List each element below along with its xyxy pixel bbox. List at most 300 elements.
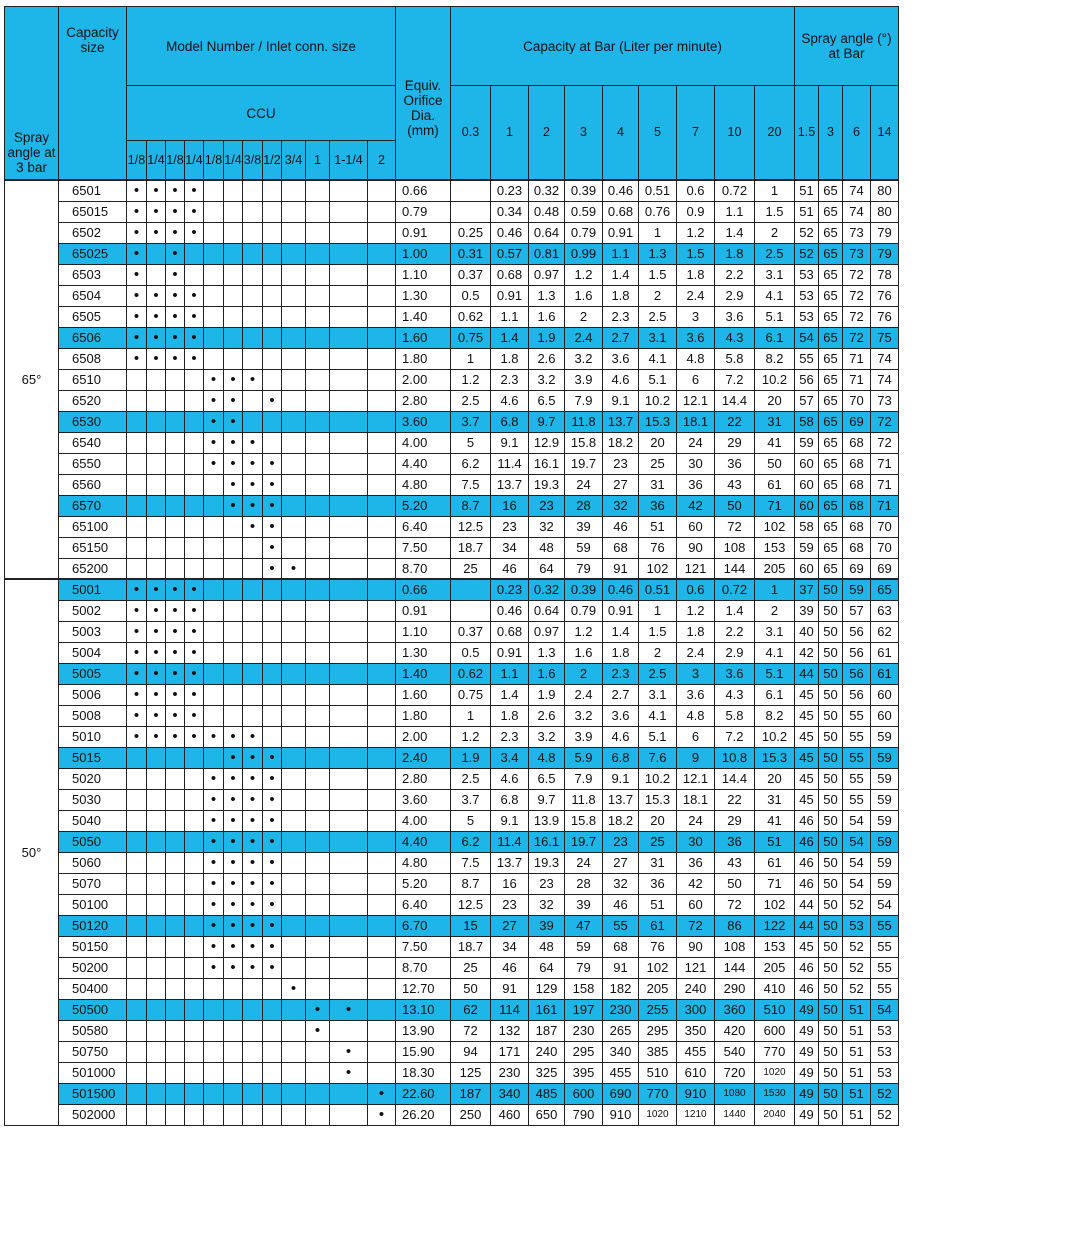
empty-cell bbox=[282, 663, 306, 684]
angle-value-cell: 65 bbox=[819, 432, 843, 453]
empty-cell bbox=[330, 453, 368, 474]
availability-dot: • bbox=[224, 453, 243, 474]
empty-cell bbox=[282, 621, 306, 642]
capacity-cell: 1.3 bbox=[529, 285, 565, 306]
capacity-cell bbox=[451, 201, 491, 222]
capacity-cell: 1020 bbox=[639, 1104, 677, 1125]
capacity-cell: 2 bbox=[639, 642, 677, 663]
angle-value-cell: 69 bbox=[843, 558, 871, 579]
empty-cell bbox=[204, 1083, 224, 1104]
capacity-cell: 48 bbox=[529, 537, 565, 558]
capacity-size-cell: 65100 bbox=[59, 516, 127, 537]
table-row bbox=[5, 621, 899, 642]
availability-dot: • bbox=[147, 705, 166, 726]
capacity-cell: 3.6 bbox=[603, 348, 639, 369]
inlet-size-header: 1/4 bbox=[224, 141, 243, 181]
capacity-cell: 1 bbox=[639, 600, 677, 621]
availability-dot: • bbox=[127, 663, 147, 684]
table-row bbox=[5, 642, 899, 663]
availability-dot: • bbox=[127, 348, 147, 369]
inlet-size-header: 1/8 bbox=[127, 141, 147, 181]
angle-value-cell: 71 bbox=[871, 495, 899, 516]
empty-cell bbox=[368, 516, 396, 537]
capacity-cell: 79 bbox=[565, 957, 603, 978]
capacity-cell: 129 bbox=[529, 978, 565, 999]
orifice-cell: 7.50 bbox=[396, 537, 451, 558]
orifice-cell: 1.60 bbox=[396, 684, 451, 705]
orifice-cell: 2.80 bbox=[396, 768, 451, 789]
empty-cell bbox=[204, 180, 224, 201]
empty-cell bbox=[243, 1104, 263, 1125]
angle-value-cell: 55 bbox=[843, 789, 871, 810]
empty-cell bbox=[147, 1020, 166, 1041]
availability-dot: • bbox=[224, 810, 243, 831]
angle-value-cell: 56 bbox=[843, 621, 871, 642]
capacity-cell: 1.4 bbox=[715, 600, 755, 621]
empty-cell bbox=[204, 537, 224, 558]
capacity-cell: 153 bbox=[755, 936, 795, 957]
empty-cell bbox=[282, 600, 306, 621]
angle-value-cell: 52 bbox=[795, 243, 819, 264]
availability-dot: • bbox=[147, 726, 166, 747]
empty-cell bbox=[306, 369, 330, 390]
capacity-cell: 15.3 bbox=[639, 411, 677, 432]
capacity-cell: 6.1 bbox=[755, 684, 795, 705]
orifice-cell: 0.66 bbox=[396, 180, 451, 201]
table-row bbox=[5, 915, 899, 936]
angle-value-cell: 65 bbox=[819, 411, 843, 432]
empty-cell bbox=[330, 201, 368, 222]
availability-dot: • bbox=[263, 474, 282, 495]
capacity-cell: 2.5 bbox=[451, 768, 491, 789]
capacity-cell: 2 bbox=[565, 663, 603, 684]
capacity-cell: 0.79 bbox=[565, 600, 603, 621]
empty-cell bbox=[282, 243, 306, 264]
capacity-cell: 2 bbox=[755, 600, 795, 621]
availability-dot: • bbox=[243, 894, 263, 915]
availability-dot: • bbox=[166, 348, 185, 369]
availability-dot: • bbox=[166, 642, 185, 663]
table-row bbox=[5, 957, 899, 978]
angle-value-cell: 65 bbox=[819, 474, 843, 495]
angle-value-cell: 72 bbox=[871, 411, 899, 432]
capacity-cell: 2.3 bbox=[603, 306, 639, 327]
capacity-size-cell: 50580 bbox=[59, 1020, 127, 1041]
angle-value-cell: 59 bbox=[795, 432, 819, 453]
empty-cell bbox=[368, 180, 396, 201]
capacity-cell: 10.2 bbox=[639, 390, 677, 411]
inlet-size-header: 1/4 bbox=[185, 141, 204, 181]
angle-value-cell: 50 bbox=[819, 1020, 843, 1041]
empty-cell bbox=[204, 1062, 224, 1083]
capacity-cell: 1440 bbox=[715, 1104, 755, 1125]
empty-cell bbox=[127, 999, 147, 1020]
empty-cell bbox=[368, 474, 396, 495]
empty-cell bbox=[185, 957, 204, 978]
capacity-cell: 1.6 bbox=[529, 663, 565, 684]
angle-value-cell: 54 bbox=[843, 831, 871, 852]
capacity-cell: 94 bbox=[451, 1041, 491, 1062]
angle-value-cell: 59 bbox=[871, 747, 899, 768]
orifice-cell: 7.50 bbox=[396, 936, 451, 957]
capacity-cell: 16 bbox=[491, 495, 529, 516]
empty-cell bbox=[368, 600, 396, 621]
angle-value-cell: 50 bbox=[819, 1062, 843, 1083]
empty-cell bbox=[147, 894, 166, 915]
capacity-cell: 2.2 bbox=[715, 621, 755, 642]
capacity-size-cell: 5003 bbox=[59, 621, 127, 642]
capacity-cell: 0.5 bbox=[451, 642, 491, 663]
empty-cell bbox=[330, 222, 368, 243]
capacity-size-cell: 6503 bbox=[59, 264, 127, 285]
availability-dot: • bbox=[243, 474, 263, 495]
angle-value-cell: 59 bbox=[871, 852, 899, 873]
capacity-cell: 230 bbox=[603, 999, 639, 1020]
empty-cell bbox=[263, 663, 282, 684]
empty-cell bbox=[263, 369, 282, 390]
angle-value-cell: 50 bbox=[819, 1104, 843, 1125]
empty-cell bbox=[368, 558, 396, 579]
capacity-cell: 910 bbox=[603, 1104, 639, 1125]
angle-value-cell: 45 bbox=[795, 705, 819, 726]
capacity-cell: 240 bbox=[677, 978, 715, 999]
capacity-cell: 12.1 bbox=[677, 390, 715, 411]
capacity-size-header: Capacity size bbox=[59, 7, 127, 181]
empty-cell bbox=[368, 726, 396, 747]
capacity-cell: 4.6 bbox=[603, 726, 639, 747]
empty-cell bbox=[127, 537, 147, 558]
empty-cell bbox=[147, 474, 166, 495]
empty-cell bbox=[282, 432, 306, 453]
capacity-cell: 0.46 bbox=[603, 579, 639, 600]
empty-cell bbox=[282, 201, 306, 222]
empty-cell bbox=[368, 264, 396, 285]
capacity-cell: 36 bbox=[639, 873, 677, 894]
capacity-cell: 42 bbox=[677, 873, 715, 894]
empty-cell bbox=[282, 453, 306, 474]
empty-cell bbox=[306, 1104, 330, 1125]
empty-cell bbox=[224, 285, 243, 306]
empty-cell bbox=[127, 390, 147, 411]
empty-cell bbox=[127, 558, 147, 579]
empty-cell bbox=[204, 474, 224, 495]
capacity-cell: 10.8 bbox=[715, 747, 755, 768]
angle-value-cell: 56 bbox=[843, 684, 871, 705]
angle-value-cell: 74 bbox=[871, 348, 899, 369]
angle-value-cell: 63 bbox=[871, 600, 899, 621]
capacity-at-bar-header: Capacity at Bar (Liter per minute) bbox=[451, 7, 795, 86]
empty-cell bbox=[204, 1020, 224, 1041]
capacity-cell: 91 bbox=[491, 978, 529, 999]
capacity-cell: 72 bbox=[715, 516, 755, 537]
empty-cell bbox=[204, 978, 224, 999]
empty-cell bbox=[368, 390, 396, 411]
empty-cell bbox=[243, 537, 263, 558]
availability-dot: • bbox=[243, 432, 263, 453]
angle-value-cell: 55 bbox=[843, 705, 871, 726]
angle-value-cell: 52 bbox=[843, 894, 871, 915]
capacity-cell: 3.6 bbox=[677, 684, 715, 705]
capacity-cell: 455 bbox=[677, 1041, 715, 1062]
empty-cell bbox=[330, 390, 368, 411]
empty-cell bbox=[306, 348, 330, 369]
capacity-cell: 4.1 bbox=[639, 348, 677, 369]
inlet-size-header: 1/4 bbox=[147, 141, 166, 181]
capacity-cell: 3.2 bbox=[529, 726, 565, 747]
empty-cell bbox=[306, 957, 330, 978]
empty-cell bbox=[306, 915, 330, 936]
empty-cell bbox=[185, 1062, 204, 1083]
capacity-size-cell: 6560 bbox=[59, 474, 127, 495]
availability-dot: • bbox=[263, 852, 282, 873]
orifice-cell: 4.80 bbox=[396, 852, 451, 873]
capacity-cell: 61 bbox=[755, 474, 795, 495]
capacity-cell: 23 bbox=[603, 831, 639, 852]
table-row bbox=[5, 222, 899, 243]
angle-value-cell: 59 bbox=[871, 873, 899, 894]
capacity-cell: 3.1 bbox=[639, 327, 677, 348]
capacity-cell: 1.8 bbox=[603, 285, 639, 306]
inlet-size-header: 1-1/4 bbox=[330, 141, 368, 181]
empty-cell bbox=[166, 390, 185, 411]
empty-cell bbox=[263, 432, 282, 453]
availability-dot: • bbox=[147, 222, 166, 243]
capacity-cell: 7.5 bbox=[451, 474, 491, 495]
availability-dot: • bbox=[204, 390, 224, 411]
capacity-cell: 3.7 bbox=[451, 789, 491, 810]
empty-cell bbox=[243, 243, 263, 264]
capacity-cell: 1020 bbox=[755, 1062, 795, 1083]
empty-cell bbox=[282, 936, 306, 957]
angle-value-cell: 42 bbox=[795, 642, 819, 663]
capacity-cell: 2.4 bbox=[565, 684, 603, 705]
availability-dot: • bbox=[147, 201, 166, 222]
availability-dot: • bbox=[263, 789, 282, 810]
empty-cell bbox=[330, 348, 368, 369]
capacity-cell: 60 bbox=[677, 516, 715, 537]
empty-cell bbox=[224, 978, 243, 999]
angle-value-cell: 80 bbox=[871, 180, 899, 201]
availability-dot: • bbox=[166, 600, 185, 621]
empty-cell bbox=[185, 810, 204, 831]
angle-value-cell: 52 bbox=[871, 1104, 899, 1125]
capacity-cell: 23 bbox=[491, 516, 529, 537]
capacity-cell: 3.6 bbox=[677, 327, 715, 348]
empty-cell bbox=[368, 747, 396, 768]
angle-value-cell: 44 bbox=[795, 915, 819, 936]
capacity-cell: 7.2 bbox=[715, 369, 755, 390]
empty-cell bbox=[368, 705, 396, 726]
empty-cell bbox=[330, 1020, 368, 1041]
capacity-cell: 295 bbox=[565, 1041, 603, 1062]
capacity-cell: 46 bbox=[491, 957, 529, 978]
empty-cell bbox=[224, 621, 243, 642]
model-number-header: Model Number / Inlet conn. size bbox=[127, 7, 396, 86]
capacity-cell: 59 bbox=[565, 537, 603, 558]
orifice-cell: 3.60 bbox=[396, 789, 451, 810]
empty-cell bbox=[147, 1104, 166, 1125]
capacity-cell: 0.5 bbox=[451, 285, 491, 306]
capacity-cell: 6.8 bbox=[491, 411, 529, 432]
capacity-cell: 25 bbox=[639, 453, 677, 474]
angle-value-cell: 44 bbox=[795, 663, 819, 684]
availability-dot: • bbox=[330, 999, 368, 1020]
availability-dot: • bbox=[263, 915, 282, 936]
angle-value-cell: 65 bbox=[819, 453, 843, 474]
capacity-cell: 7.6 bbox=[639, 747, 677, 768]
empty-cell bbox=[306, 831, 330, 852]
empty-cell bbox=[282, 348, 306, 369]
capacity-cell: 102 bbox=[755, 894, 795, 915]
availability-dot: • bbox=[263, 558, 282, 579]
capacity-cell: 1.2 bbox=[677, 222, 715, 243]
capacity-cell: 0.39 bbox=[565, 579, 603, 600]
angle-value-cell: 54 bbox=[843, 852, 871, 873]
empty-cell bbox=[263, 411, 282, 432]
capacity-cell: 910 bbox=[677, 1083, 715, 1104]
empty-cell bbox=[166, 915, 185, 936]
empty-cell bbox=[224, 201, 243, 222]
empty-cell bbox=[330, 495, 368, 516]
capacity-cell bbox=[451, 180, 491, 201]
orifice-cell: 2.00 bbox=[396, 726, 451, 747]
nozzle-spec-table bbox=[4, 6, 899, 1126]
availability-dot: • bbox=[306, 999, 330, 1020]
empty-cell bbox=[147, 537, 166, 558]
capacity-cell: 20 bbox=[639, 432, 677, 453]
availability-dot: • bbox=[127, 243, 147, 264]
angle-value-cell: 73 bbox=[871, 390, 899, 411]
orifice-cell: 26.20 bbox=[396, 1104, 451, 1125]
availability-dot: • bbox=[147, 621, 166, 642]
capacity-cell: 39 bbox=[565, 516, 603, 537]
angle-value-cell: 50 bbox=[819, 789, 843, 810]
angle-value-cell: 59 bbox=[871, 831, 899, 852]
empty-cell bbox=[147, 1062, 166, 1083]
empty-cell bbox=[243, 1041, 263, 1062]
capacity-cell: 15.3 bbox=[639, 789, 677, 810]
angle-value-cell: 74 bbox=[843, 201, 871, 222]
angle-value-cell: 58 bbox=[795, 411, 819, 432]
empty-cell bbox=[204, 684, 224, 705]
capacity-cell: 9 bbox=[677, 747, 715, 768]
angle-value-cell: 37 bbox=[795, 579, 819, 600]
capacity-cell: 5.1 bbox=[755, 663, 795, 684]
capacity-cell: 31 bbox=[639, 474, 677, 495]
empty-cell bbox=[204, 705, 224, 726]
empty-cell bbox=[204, 264, 224, 285]
capacity-cell: 182 bbox=[603, 978, 639, 999]
availability-dot: • bbox=[243, 915, 263, 936]
empty-cell bbox=[185, 1020, 204, 1041]
empty-cell bbox=[330, 432, 368, 453]
angle-value-cell: 44 bbox=[795, 894, 819, 915]
availability-dot: • bbox=[127, 306, 147, 327]
empty-cell bbox=[166, 432, 185, 453]
angle-value-cell: 55 bbox=[871, 915, 899, 936]
empty-cell bbox=[185, 516, 204, 537]
empty-cell bbox=[330, 180, 368, 201]
capacity-cell: 10.2 bbox=[755, 726, 795, 747]
pressure-header: 5 bbox=[639, 86, 677, 181]
empty-cell bbox=[147, 432, 166, 453]
capacity-cell: 72 bbox=[715, 894, 755, 915]
empty-cell bbox=[224, 516, 243, 537]
empty-cell bbox=[185, 999, 204, 1020]
empty-cell bbox=[330, 369, 368, 390]
empty-cell bbox=[263, 1062, 282, 1083]
capacity-cell: 36 bbox=[677, 852, 715, 873]
availability-dot: • bbox=[147, 579, 166, 600]
empty-cell bbox=[243, 999, 263, 1020]
angle-value-cell: 49 bbox=[795, 1083, 819, 1104]
capacity-cell: 72 bbox=[451, 1020, 491, 1041]
angle-value-cell: 73 bbox=[843, 243, 871, 264]
empty-cell bbox=[330, 621, 368, 642]
availability-dot: • bbox=[147, 180, 166, 201]
capacity-cell: 71 bbox=[755, 495, 795, 516]
capacity-cell: 0.75 bbox=[451, 327, 491, 348]
empty-cell bbox=[282, 1104, 306, 1125]
availability-dot: • bbox=[368, 1083, 396, 1104]
empty-cell bbox=[185, 873, 204, 894]
orifice-cell: 1.80 bbox=[396, 348, 451, 369]
orifice-cell: 18.30 bbox=[396, 1062, 451, 1083]
angle-value-cell: 49 bbox=[795, 1104, 819, 1125]
empty-cell bbox=[243, 1020, 263, 1041]
capacity-cell: 2.3 bbox=[491, 369, 529, 390]
capacity-cell: 6.2 bbox=[451, 831, 491, 852]
angle-value-cell: 40 bbox=[795, 621, 819, 642]
angle-value-cell: 50 bbox=[819, 726, 843, 747]
angle-value-cell: 69 bbox=[871, 558, 899, 579]
capacity-size-cell: 5004 bbox=[59, 642, 127, 663]
capacity-cell: 121 bbox=[677, 957, 715, 978]
capacity-cell: 1.1 bbox=[491, 663, 529, 684]
empty-cell bbox=[185, 495, 204, 516]
angle-value-cell: 74 bbox=[843, 180, 871, 201]
availability-dot: • bbox=[127, 642, 147, 663]
empty-cell bbox=[127, 453, 147, 474]
capacity-cell: 6.2 bbox=[451, 453, 491, 474]
angle-value-cell: 65 bbox=[871, 579, 899, 600]
angle-value-cell: 52 bbox=[795, 222, 819, 243]
orifice-cell: 5.20 bbox=[396, 495, 451, 516]
orifice-cell: 4.00 bbox=[396, 432, 451, 453]
availability-dot: • bbox=[263, 453, 282, 474]
empty-cell bbox=[330, 789, 368, 810]
capacity-cell: 14.4 bbox=[715, 768, 755, 789]
availability-dot: • bbox=[224, 873, 243, 894]
capacity-cell: 122 bbox=[755, 915, 795, 936]
capacity-cell: 23 bbox=[529, 873, 565, 894]
capacity-cell: 132 bbox=[491, 1020, 529, 1041]
empty-cell bbox=[224, 180, 243, 201]
empty-cell bbox=[127, 1083, 147, 1104]
angle-value-cell: 45 bbox=[795, 684, 819, 705]
empty-cell bbox=[185, 264, 204, 285]
availability-dot: • bbox=[185, 348, 204, 369]
capacity-cell: 1.9 bbox=[529, 327, 565, 348]
capacity-cell: 24 bbox=[677, 810, 715, 831]
capacity-cell: 6.8 bbox=[603, 747, 639, 768]
angle-value-cell: 49 bbox=[795, 1041, 819, 1062]
empty-cell bbox=[147, 936, 166, 957]
angle-value-cell: 39 bbox=[795, 600, 819, 621]
empty-cell bbox=[185, 1041, 204, 1062]
table-row bbox=[5, 537, 899, 558]
capacity-cell: 650 bbox=[529, 1104, 565, 1125]
